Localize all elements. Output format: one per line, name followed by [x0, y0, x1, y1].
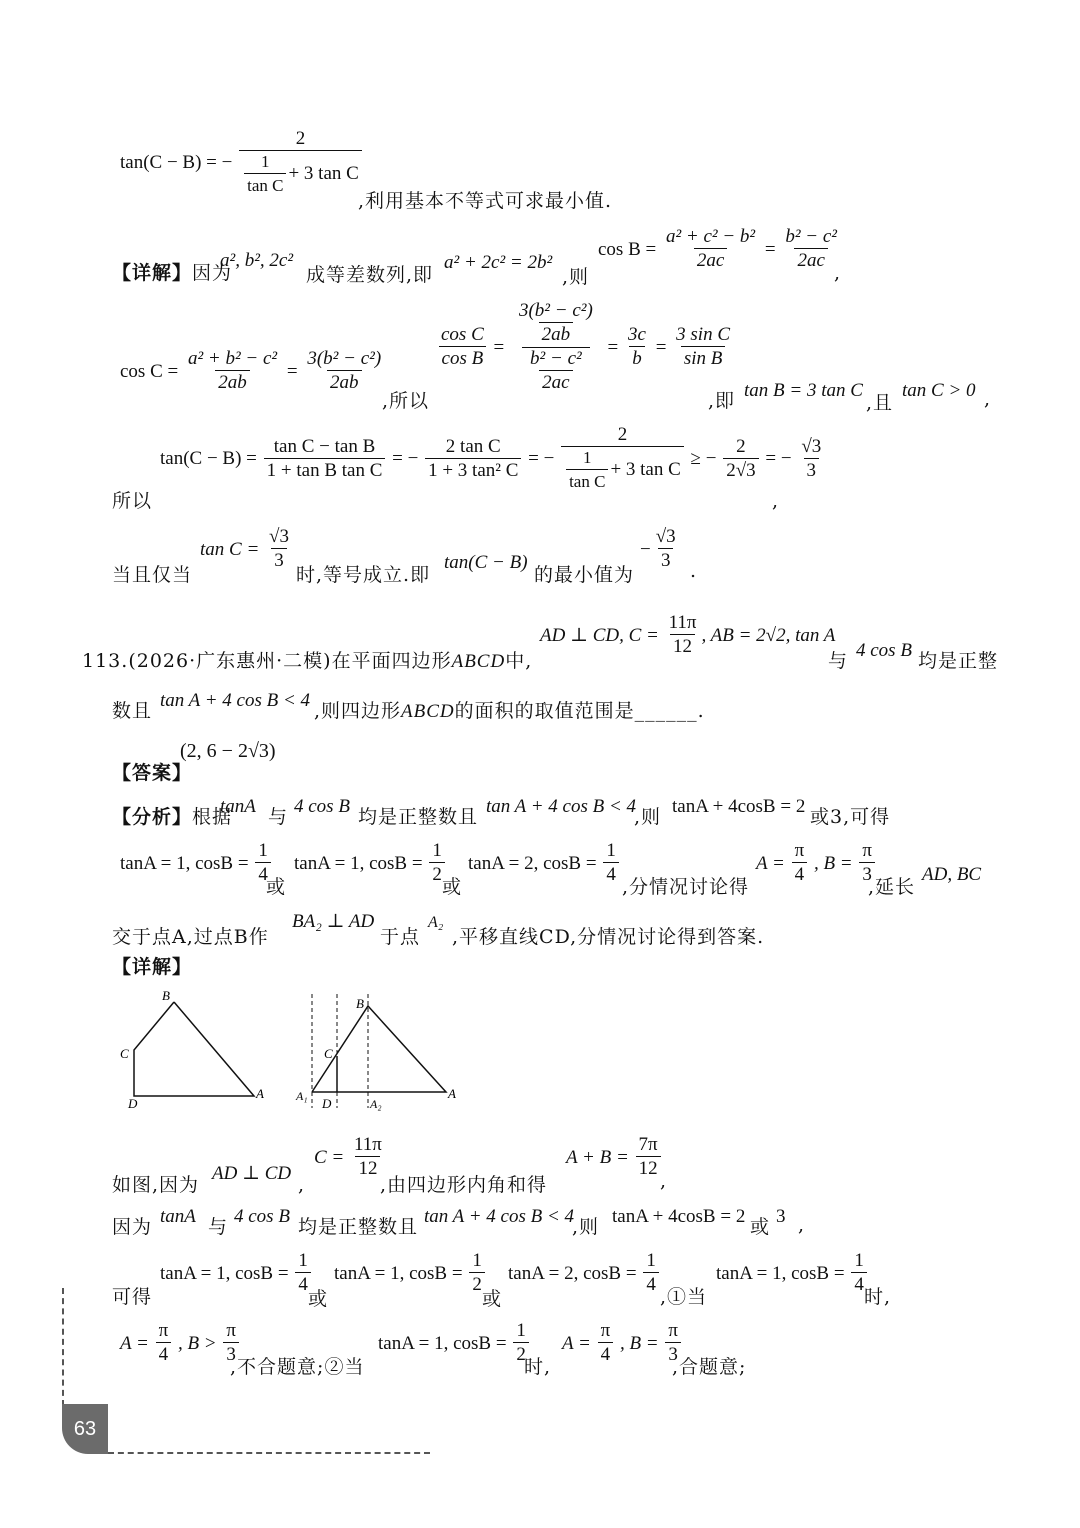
detail-p3-case-3: tanA = 2, cosB = $\frac{1}{4}$: [508, 1250, 661, 1297]
quadrilateral-figures: [112, 984, 472, 1114]
equation-1: a² + 2c² = 2b²: [444, 252, 553, 273]
detail-text-3: ,则: [562, 266, 590, 288]
analysis-cond: tan A + 4 cos B < 4: [486, 796, 637, 817]
tanB-equation: tan B = 3 tan C: [744, 380, 863, 401]
detail-p4-angles-1: A = $\frac{\pi}{4}$ , B > $\frac{\pi}{3}$: [120, 1320, 241, 1367]
problem-source: (2026·广东惠州·二模): [128, 650, 332, 672]
problem-number: 113.: [82, 650, 129, 672]
detail-p3-t1: 可得: [112, 1286, 153, 1308]
problem-cosB: 4 cos B: [856, 640, 912, 661]
ratio-formula: $\frac{\text{cos C}}{\text{cos B}}$ = $\frac{\frac{\text{3(b² − c²)}}{2ab}}{\frac{\text{b² − c²}}{2ac}}$ = $\frac{3c}{b}$ = $\frac{\text{3 sin C}}{\text{sin B}}$: [436, 300, 735, 395]
analysis-line-1: 【分析】根据: [112, 806, 233, 828]
analysis-case-2: tanA = 1, cosB = $\frac{1}{2}$: [294, 840, 447, 887]
detail-p1-comma: ,: [298, 1174, 306, 1196]
detail-p2-t1: 因为: [112, 1216, 153, 1238]
detail-p1-end: ,: [660, 1170, 668, 1192]
detail-p1-perp: AD ⊥ CD: [212, 1163, 292, 1184]
detail-p3-case-1: tanA = 1, cosB = $\frac{1}{4}$: [160, 1250, 313, 1297]
detail-text-2: 成等差数列,即: [306, 264, 434, 286]
analysis-t10: ,平移直线CD,分情况讨论得到答案.: [452, 926, 765, 948]
detail-p3-t2: ,①当: [660, 1286, 708, 1308]
analysis-cosB: 4 cos B: [294, 796, 350, 817]
analysis-t9: 于点: [380, 926, 421, 948]
detail-p2-tanA: tanA: [160, 1206, 196, 1227]
hint-text: ,利用基本不等式可求最小值.: [358, 190, 613, 212]
fig1-label-C: C: [120, 1046, 129, 1061]
hint-formula: tan(C − B) = − 2 $\frac{1}{\text{tan C}}$ + 3 tan C: [120, 128, 364, 198]
answer-value: (2, 6 − 2√3): [180, 740, 276, 762]
analysis-t2: 与: [268, 806, 289, 828]
detail-p2-cosB: 4 cos B: [234, 1206, 290, 1227]
detail-line-1: 【详解】因为: [112, 262, 233, 284]
analysis-t6: ,分情况讨论得: [622, 876, 750, 898]
detail-p4-case: tanA = 1, cosB = $\frac{1}{2}$: [378, 1320, 531, 1367]
ji-text: ,即: [708, 390, 736, 412]
detail-p2-t4: ,则: [572, 1216, 600, 1238]
detail-label: 【详解】: [112, 262, 193, 284]
answer-label: 【答案】: [112, 762, 193, 784]
analysis-or-1: 或: [266, 876, 287, 898]
analysis-t4: ,则: [634, 806, 662, 828]
comma-2: ,: [984, 388, 992, 410]
tanCB-chain: tan(C − B) = $\frac{\text{tan C − tan B}}{\text{1 + tan B tan C}}$ = − $\frac{\text{2 tan C}}{\text{1 + 3 tan² C}}$ = − 2 $\frac{1}{\text{tan C}}$ + 3 tan C ≥ − $\frac{2}{2√3}$ = − $\frac{√3}{3}$: [160, 424, 826, 494]
so-text: ,所以: [382, 390, 430, 412]
fig2-label-A2: A₂: [370, 1097, 382, 1111]
hint-fraction: 2 $\frac{1}{\text{tan C}}$ + 3 tan C: [239, 128, 362, 198]
detail-p2-t3: 均是正整数且: [298, 1216, 419, 1238]
detail-p4-t2: 时,: [524, 1356, 552, 1378]
figure-2: [295, 994, 456, 1111]
figure-1: [120, 988, 264, 1111]
analysis-ext: AD, BC: [922, 864, 982, 885]
detail-p3-case-2: tanA = 1, cosB = $\frac{1}{2}$: [334, 1250, 487, 1297]
equality-text-2: 时,等号成立.即: [296, 564, 431, 586]
analysis-t5: 或3,可得: [810, 806, 891, 828]
detail-p4-angles-2: A = $\frac{\pi}{4}$ , B = $\frac{\pi}{3}$: [562, 1320, 683, 1367]
analysis-t3: 均是正整数且: [358, 806, 479, 828]
detail-p1-t2: ,由四边形内角和得: [380, 1174, 548, 1196]
analysis-sum: tanA + 4cosB = 2: [672, 796, 806, 817]
eq-tanC: tan C = $\frac{√3}{3}$: [200, 526, 289, 571]
problem-text-4: 均是正整: [918, 650, 999, 672]
equality-text-1: 当且仅当: [112, 564, 193, 586]
qie-text: ,且: [866, 392, 894, 414]
problem-text-6: ,则四边形ABCD的面积的取值范围是______.: [314, 700, 705, 722]
detail-p2-t2: 与: [208, 1216, 229, 1238]
period: .: [690, 560, 698, 582]
analysis-angles: A = $\frac{\pi}{4}$ , B = $\frac{\pi}{3}$: [756, 840, 877, 887]
detail-p3-case-4: tanA = 1, cosB = $\frac{1}{4}$: [716, 1250, 869, 1297]
detail-p2-cond: tan A + 4 cos B < 4: [424, 1206, 575, 1227]
page-border-vertical: [62, 1288, 64, 1406]
fig2-label-A1: A₁: [296, 1089, 308, 1103]
analysis-cases: tanA = 1, cosB = $\frac{1}{4}$: [120, 840, 273, 887]
min-value: − $\frac{√3}{3}$: [640, 526, 676, 571]
equality-text-3: 的最小值为: [534, 564, 635, 586]
problem-cond-3: tan A + 4 cos B < 4: [160, 690, 311, 711]
fig1-label-B: B: [162, 988, 170, 1003]
answer-blank: ______.: [634, 700, 705, 722]
detail-p3-or-2: 或: [482, 1288, 503, 1310]
fig2-label-D: D: [322, 1096, 332, 1111]
eq-expr: tan(C − B): [444, 552, 528, 573]
suoyi-text: 所以: [112, 490, 153, 512]
detail-p3-or-1: 或: [308, 1288, 329, 1310]
detail-p4-t3: ,合题意;: [672, 1356, 747, 1378]
fig2-label-C: C: [324, 1046, 333, 1061]
fig1-label-D: D: [128, 1096, 138, 1111]
detail-p2-t5: 或: [750, 1216, 771, 1238]
comma-3: ,: [772, 490, 780, 512]
problem-text-3: 与: [828, 650, 849, 672]
detail-p3-t3: 时,: [864, 1286, 892, 1308]
detail-p2-end: ,: [798, 1214, 806, 1236]
detail-label-2: 【详解】: [112, 956, 193, 978]
analysis-label: 【分析】: [112, 806, 193, 828]
detail-p1-AB: A + B = $\frac{7\pi}{12}$: [566, 1134, 663, 1181]
sequence-expr: a², b², 2c²: [220, 250, 294, 271]
detail-p4-t1: ,不合题意;②当: [230, 1356, 365, 1378]
analysis-perp: BA₂ ⊥ AD: [292, 911, 375, 932]
page-number: 63: [62, 1404, 108, 1454]
analysis-tanA: tanA: [220, 796, 256, 817]
analysis-case-3: tanA = 2, cosB = $\frac{1}{4}$: [468, 840, 621, 887]
comma: ,: [834, 262, 842, 284]
problem-text-5: 数且: [112, 700, 153, 722]
analysis-t7: ,延长: [868, 876, 916, 898]
problem-conditions: AD ⊥ CD, C = $\frac{11\pi}{12}$ , AB = 2√2, tan A: [540, 612, 836, 657]
detail-p1-t1: 如图,因为: [112, 1174, 200, 1196]
problem-header: 113.(2026·广东惠州·二模)在平面四边形ABCD中,: [82, 650, 533, 672]
analysis-or-2: 或: [442, 876, 463, 898]
cosB-formula: cos B = $\frac{\text{a² + c² − b²}}{2ac}$ = $\frac{\text{b² − c²}}{2ac}$: [598, 226, 838, 271]
tanC-positive: tan C > 0: [902, 380, 976, 401]
fig2-label-B: B: [356, 996, 364, 1011]
cosC-formula: cos C = $\frac{\text{a² + b² − c²}}{2ab}$ = $\frac{\text{3(b² − c²)}}{2ab}$: [120, 348, 382, 393]
detail-p2-sum: tanA + 4cosB = 2: [612, 1206, 746, 1227]
fig1-label-A: A: [256, 1086, 264, 1101]
detail-p1-C: C = $\frac{11\pi}{12}$: [314, 1134, 382, 1179]
fig2-label-A: A: [448, 1086, 456, 1101]
analysis-A2: A₂: [428, 914, 444, 931]
analysis-t8: 交于点A,过点B作: [112, 926, 269, 948]
page-border-horizontal: [108, 1452, 430, 1454]
detail-p2-three: 3: [776, 1206, 786, 1227]
